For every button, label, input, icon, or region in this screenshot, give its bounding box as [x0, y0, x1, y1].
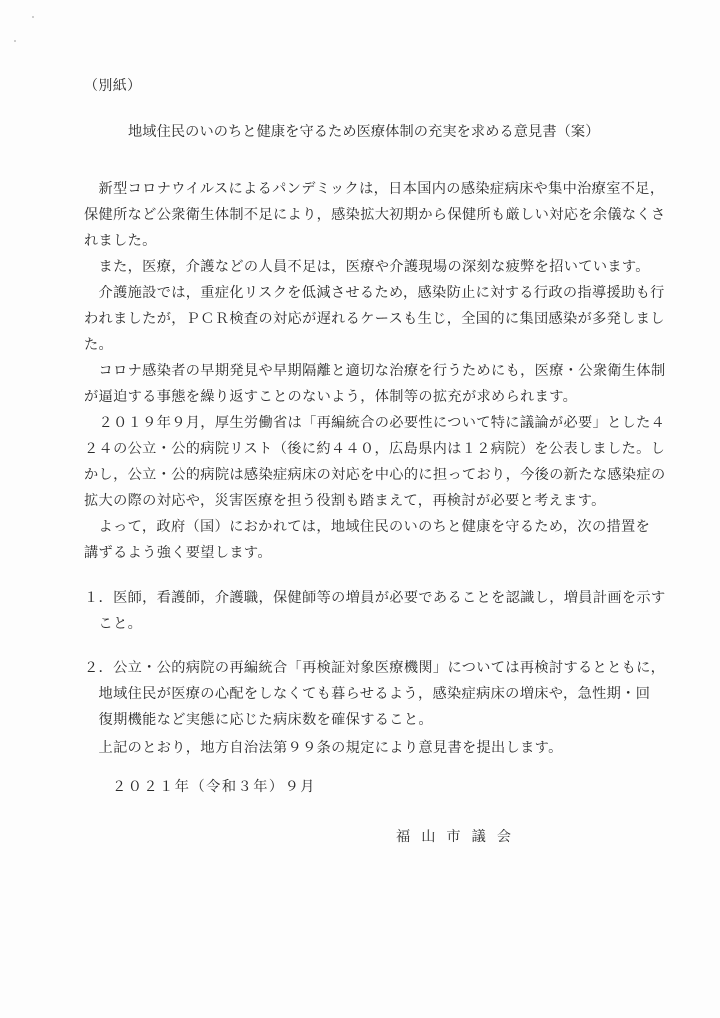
body-line: れました。: [84, 233, 157, 249]
body-line: ２４の公立・公的病院リスト（後に約４４０，広島県内は１２病院）を公表しました。し: [84, 441, 666, 457]
body-line: 保健所など公衆衛生体制不足により，感染拡大初期から保健所も厳しい対応を余儀なくさ: [84, 207, 666, 223]
signature: 福山市議会: [396, 829, 522, 845]
body-line: ２０１９年９月，厚生労働省は「再編統合の必要性について特に議論が必要」とした４: [84, 415, 666, 431]
document-date: ２０２１年（令和３年）９月: [112, 779, 316, 795]
body-line: また，医療，介護などの人員不足は，医療や介護現場の深刻な疲弊を招いています。: [84, 259, 650, 275]
request-line: ２．公立・公的病院の再編統合「再検証対象医療機関」については再検討するとともに，: [84, 660, 666, 676]
body-line: 講ずるよう強く要望します。: [84, 545, 272, 561]
body-line: コロナ感染者の早期発見や早期隔離と適切な治療を行うためにも，医療・公衆衛生体制: [84, 363, 666, 379]
body-line: われましたが，ＰＣＲ検査の対応が遅れるケースも生じ，全国的に集団感染が多発しまし: [84, 311, 665, 327]
request-line: １．医師，看護師，介護職，保健師等の増員が必要であることを認識し，増員計画を示す: [84, 590, 666, 606]
body-line: 新型コロナウイルスによるパンデミックは，日本国内の感染症病床や集中治療室不足，: [84, 181, 665, 197]
scan-speck: [14, 40, 16, 42]
body-line: 介護施設では，重症化リスクを低減させるため，感染防止に対する行政の指導援助も行: [84, 285, 665, 301]
document-title: 地域住民のいのちと健康を守るため医療体制の充実を求める意見書（案）: [128, 124, 600, 140]
body-line: が逼迫する事態を繰り返すことのないよう，体制等の拡充が求められます。: [84, 389, 578, 405]
closing-statement: 上記のとおり，地方自治法第９９条の規定により意見書を提出します。: [84, 740, 563, 756]
request-line: 地域住民が医療の心配をしなくても暮らせるよう，感染症病床の増床や，急性期・回: [84, 686, 651, 702]
scan-speck: [32, 16, 34, 18]
body-line: た。: [84, 337, 114, 353]
body-line: よって，政府（国）におかれては，地域住民のいのちと健康を守るため，次の措置を: [84, 519, 651, 535]
request-line: こと。: [84, 616, 143, 632]
request-line: 復期機能など実態に応じた病床数を確保すること。: [84, 712, 433, 728]
body-line: かし，公立・公的病院は感染症病床の対応を中心的に担っており，今後の新たな感染症の: [84, 467, 666, 483]
attachment-label: （別紙）: [84, 78, 142, 94]
body-line: 拡大の際の対応や，災害医療を担う役割も踏まえて，再検討が必要と考えます。: [84, 493, 606, 509]
